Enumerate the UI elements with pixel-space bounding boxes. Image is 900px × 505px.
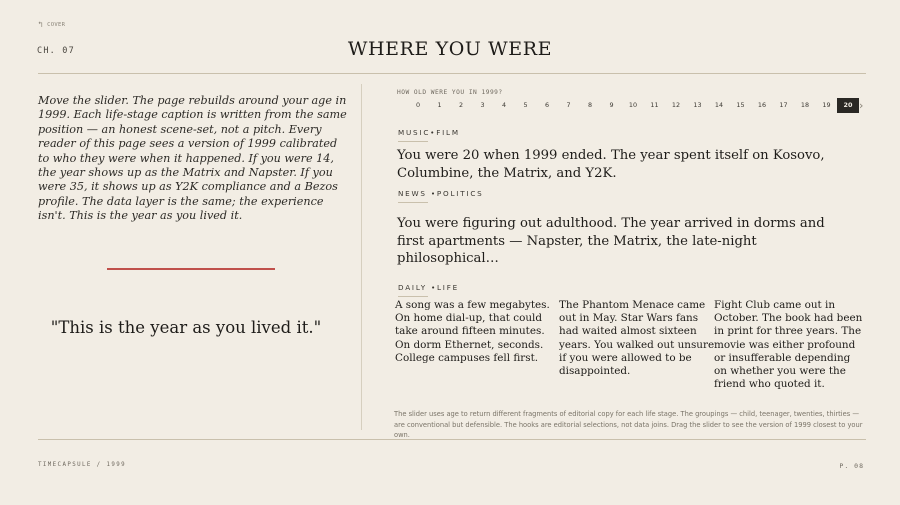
- footer-publication: TIMECAPSULE / 1999: [38, 462, 127, 468]
- age-option-5[interactable]: 5: [523, 101, 528, 109]
- section-label-music-film: MUSIC•FILM: [398, 128, 460, 137]
- section-rule: [398, 202, 428, 203]
- section-label-news-politics: NEWS •POLITICS: [398, 189, 484, 198]
- age-option-16[interactable]: 16: [757, 101, 767, 109]
- age-option-11[interactable]: 11: [650, 101, 659, 109]
- age-option-10[interactable]: 10: [628, 101, 638, 109]
- age-option-6[interactable]: 6: [544, 101, 550, 109]
- daily-life-column: A song was a few megabytes. On home dial-up, that could take around fifteen minutes. On dorm Ethernet, seconds. College campuses fell first.: [395, 299, 550, 364]
- age-option-4[interactable]: 4: [501, 101, 507, 109]
- age-slider-label: HOW OLD WERE YOU IN 1999?: [397, 89, 503, 96]
- daily-life-column: The Phantom Menace came out in May. Star Wars fans had waited almost sixteen years. You walked out unsure if you were allowed to be disappointed.: [559, 299, 715, 378]
- age-option-14[interactable]: 14: [714, 101, 724, 109]
- age-option-17[interactable]: 17: [779, 101, 788, 109]
- age-option-7[interactable]: 7: [566, 101, 571, 109]
- accent-rule: [107, 268, 275, 270]
- age-slider[interactable]: [407, 98, 867, 114]
- cover-label: COVER: [47, 22, 66, 28]
- cover-back-link[interactable]: [38, 21, 65, 29]
- chevron-right-icon[interactable]: ›: [859, 99, 864, 112]
- age-option-8[interactable]: 8: [587, 101, 593, 109]
- chapter-label: CH. 07: [37, 46, 75, 56]
- page-title: WHERE YOU WERE: [347, 38, 553, 60]
- age-option-15[interactable]: 15: [736, 101, 745, 109]
- age-option-20[interactable]: 20: [837, 98, 859, 113]
- section-label-daily-life: DAILY •LIFE: [398, 283, 460, 292]
- section-rule: [398, 141, 428, 142]
- age-option-12[interactable]: 12: [671, 101, 681, 109]
- intro-paragraph: Move the slider. The page rebuilds around your age in 1999. Each life-stage caption is written from the same position — an honest scene-set, not a pitch. Every reader of this page sees a version of 1999 calibrated to who they were when it happened. If you were 14, the year shows up as the Matrix and Napster. If you were 35, it shows up as Y2K compliance and a Bezos profile. The data layer is the same; the experience isn't. This is the year as you lived it.: [38, 94, 347, 223]
- methodology-note: The slider uses age to return different fragments of editorial copy for each life stage. The groupings — child, teenager, twenties, thirties — are conventional but defensible. The hooks are editorial selections, not data joins. Drag the slider to see the version of 1999 closest to your own.: [394, 410, 863, 439]
- age-option-9[interactable]: 9: [609, 101, 614, 109]
- pull-quote: "This is the year as you lived it.": [50, 318, 322, 337]
- age-option-13[interactable]: 13: [693, 101, 702, 109]
- age-option-19[interactable]: 19: [822, 101, 831, 109]
- page-number: P. 08: [839, 462, 864, 470]
- age-option-2[interactable]: 2: [458, 101, 464, 109]
- header-divider: [38, 73, 866, 74]
- column-divider: [361, 84, 362, 430]
- daily-life-column: Fight Club came out in October. The book had been in print for three years. The movie was either profound or insufferable depending on whether you were the friend who quoted it.: [714, 299, 863, 391]
- section-rule: [398, 296, 428, 297]
- age-option-3[interactable]: 3: [480, 101, 485, 109]
- age-option-0[interactable]: 0: [415, 101, 421, 109]
- footer-divider: [38, 439, 866, 440]
- age-option-1[interactable]: 1: [437, 101, 442, 109]
- music-film-text: You were 20 when 1999 ended. The year spent itself on Kosovo, Columbine, the Matrix, and Y2K.: [397, 148, 825, 181]
- age-option-18[interactable]: 18: [800, 101, 810, 109]
- news-politics-text: You were figuring out adulthood. The year arrived in dorms and first apartments — Napster, the Matrix, the late-night philosophical…: [397, 216, 825, 266]
- return-arrow-icon: ↰: [38, 20, 44, 29]
